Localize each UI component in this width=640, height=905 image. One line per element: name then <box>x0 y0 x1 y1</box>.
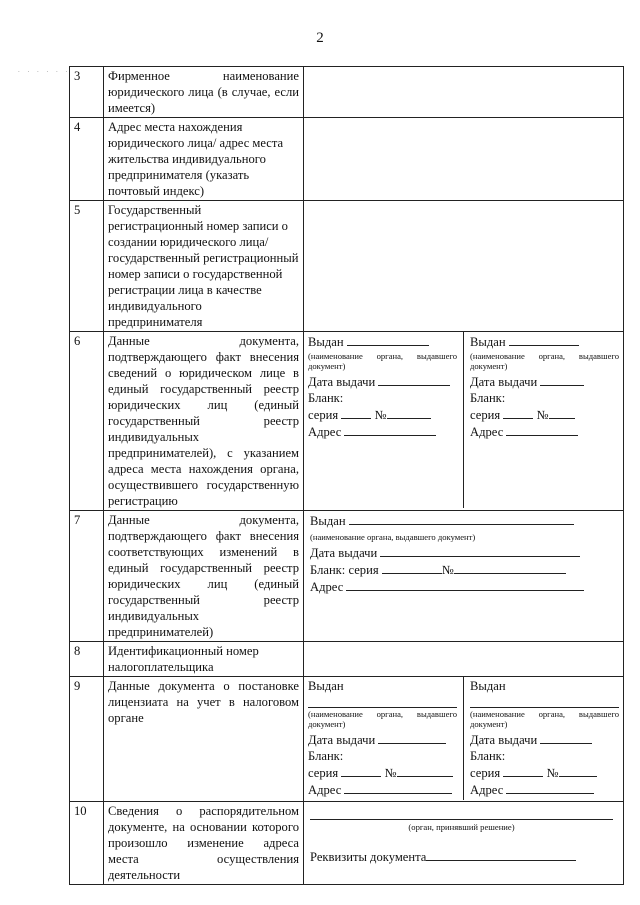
license-form-table <box>69 66 624 885</box>
form-row-5 <box>70 201 624 332</box>
issue-date-field[interactable] <box>378 731 446 744</box>
row-number: 7 <box>70 511 104 642</box>
blank-label: Бланк: <box>470 391 506 405</box>
issue-date-label: Дата выдачи <box>470 375 538 389</box>
series-label: серия <box>308 766 339 780</box>
row-description: Идентификационный номер налогоплательщика <box>104 642 304 677</box>
row-description: Адрес места нахождения юридического лица/ адрес места жительства индивидуального предпринимателя (указать почтовый индекс) <box>104 118 304 201</box>
row-value-split <box>304 332 624 511</box>
authority-field[interactable] <box>310 806 613 820</box>
row-value-field[interactable] <box>304 118 624 201</box>
issue-date-field[interactable] <box>378 373 450 386</box>
blank-label: Бланк: <box>308 391 344 405</box>
address-field[interactable] <box>344 781 452 794</box>
row-value-split <box>304 677 624 802</box>
row-value-field[interactable] <box>304 642 624 677</box>
series-label: серия <box>470 766 501 780</box>
number-field[interactable] <box>559 764 597 777</box>
row-description: Данные документа, подтверждающего факт внесения сведений о юридическом лице в единый государственный реестр юридических лиц (единый государственный реестр индивидуальных предпринимателей), с указанием адреса места нахождения органа, осуществившего государственную регистрацию <box>104 332 304 511</box>
address-label: Адрес <box>308 783 342 797</box>
row-number: 9 <box>70 677 104 802</box>
row-value-field[interactable] <box>304 67 624 118</box>
issued-field[interactable] <box>349 512 574 525</box>
series-field[interactable] <box>503 406 533 419</box>
row-description: Фирменное наименование юридического лица (в случае, если имеется) <box>104 67 304 118</box>
issued-label: Выдан <box>470 679 506 693</box>
number-field[interactable] <box>387 406 431 419</box>
issuer-block-left <box>304 332 464 508</box>
issue-date-label: Дата выдачи <box>308 375 376 389</box>
authority-caption: (орган, принявший решение) <box>408 822 515 832</box>
form-row-7 <box>70 511 624 642</box>
row-value-field[interactable] <box>304 201 624 332</box>
address-label: Адрес <box>308 425 342 439</box>
series-field[interactable] <box>341 764 381 777</box>
issued-field[interactable] <box>347 333 429 346</box>
issue-date-label: Дата выдачи <box>470 733 538 747</box>
address-field[interactable] <box>346 578 584 591</box>
blank-series-label: Бланк: серия <box>310 563 379 577</box>
row-description: Сведения о распорядительном документе, на основании которого произошло изменение адреса места осуществления деятельности <box>104 802 304 885</box>
row-number: 6 <box>70 332 104 511</box>
row-number: 3 <box>70 67 104 118</box>
address-label: Адрес <box>310 580 344 594</box>
issuer-caption: (наименование органа, выдавшего документ) <box>308 351 457 371</box>
row-number: 8 <box>70 642 104 677</box>
series-field[interactable] <box>341 406 371 419</box>
scan-marks: . . . . . . <box>18 66 71 74</box>
series-label: серия <box>308 408 339 422</box>
address-label: Адрес <box>470 425 504 439</box>
blank-label: Бланк: <box>308 749 344 763</box>
address-field[interactable] <box>506 781 594 794</box>
row-number: 5 <box>70 201 104 332</box>
address-field[interactable] <box>344 423 436 436</box>
doc-requisites-field[interactable] <box>426 848 576 861</box>
form-row-9 <box>70 677 624 802</box>
blank-label: Бланк: <box>470 749 506 763</box>
issued-field[interactable] <box>509 333 579 346</box>
form-row-10 <box>70 802 624 885</box>
number-field[interactable] <box>549 406 575 419</box>
form-row-8 <box>70 642 624 677</box>
issued-label: Выдан <box>308 679 344 693</box>
issue-date-label: Дата выдачи <box>308 733 376 747</box>
row-number: 10 <box>70 802 104 885</box>
page-number: 2 <box>316 30 324 46</box>
number-field[interactable] <box>397 764 453 777</box>
number-sign: № <box>536 408 549 422</box>
issuer-block-left <box>304 677 464 800</box>
row-description: Данные документа о постановке лицензиата на учет в налоговом органе <box>104 677 304 802</box>
number-sign: № <box>374 408 387 422</box>
series-field[interactable] <box>382 561 442 574</box>
issue-date-label: Дата выдачи <box>310 546 378 560</box>
issuer-block-right <box>464 677 623 800</box>
issuer-caption: (наименование органа, выдавшего документ) <box>470 709 619 729</box>
issuer-caption: (наименование органа, выдавшего документ) <box>308 709 457 729</box>
row-value-field <box>304 802 624 885</box>
issuer-block-right <box>464 332 623 508</box>
number-sign: № <box>441 563 454 577</box>
number-sign: № <box>546 766 559 780</box>
issue-date-field[interactable] <box>540 373 584 386</box>
issued-field[interactable] <box>308 694 457 708</box>
issue-date-field[interactable] <box>540 731 592 744</box>
number-field[interactable] <box>454 561 566 574</box>
address-label: Адрес <box>470 783 504 797</box>
issued-label: Выдан <box>308 335 344 349</box>
row-number: 4 <box>70 118 104 201</box>
issue-date-field[interactable] <box>380 544 580 557</box>
row-value-field <box>304 511 624 642</box>
form-row-3 <box>70 67 624 118</box>
issued-label: Выдан <box>310 514 346 528</box>
issuer-caption: (наименование органа, выдавшего документ) <box>310 532 476 542</box>
address-field[interactable] <box>506 423 578 436</box>
row-description: Данные документа, подтверждающего факт внесения соответствующих изменений в единый государственный реестр юридических лиц (единый государственный реестр индивидуальных предпринимателей) <box>104 511 304 642</box>
issued-field[interactable] <box>470 694 619 708</box>
issuer-caption: (наименование органа, выдавшего документ) <box>470 351 619 371</box>
form-row-4 <box>70 118 624 201</box>
row-description: Государственный регистрационный номер записи о создании юридического лица/ государственный регистрационный номер записи о государственной регистрации лица в качестве индивидуального предпринимателя <box>104 201 304 332</box>
issued-label: Выдан <box>470 335 506 349</box>
series-field[interactable] <box>503 764 543 777</box>
doc-requisites-label: Реквизиты документа <box>310 850 427 864</box>
series-label: серия <box>470 408 501 422</box>
form-row-6 <box>70 332 624 511</box>
number-sign: № <box>384 766 397 780</box>
